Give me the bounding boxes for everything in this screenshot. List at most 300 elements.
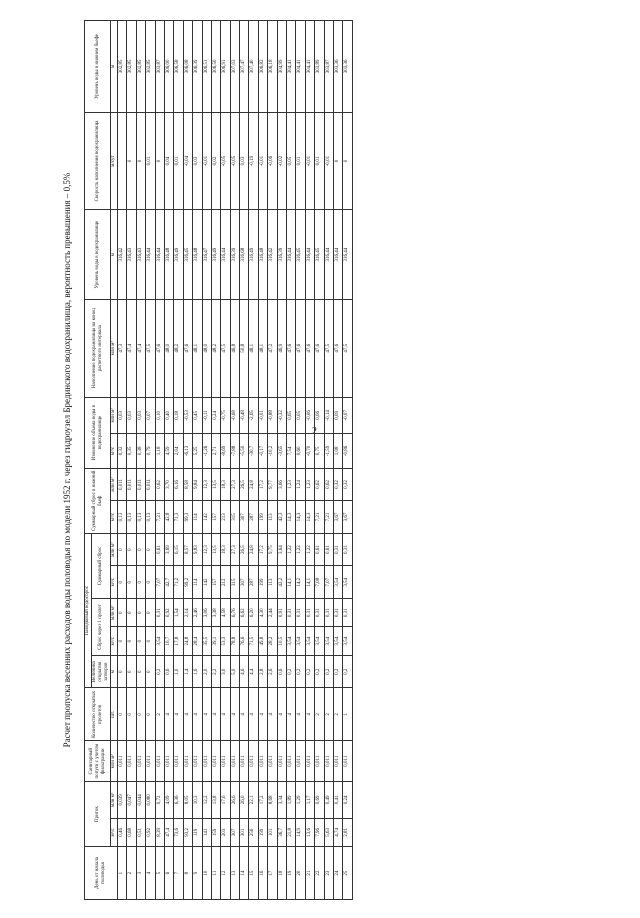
table-cell: -0,05 xyxy=(221,112,230,210)
unit-cell: млн м³ xyxy=(111,782,118,819)
table-cell: 5,25 xyxy=(193,434,202,469)
table-cell: -0,32 xyxy=(277,397,286,434)
table-cell: 3,67 xyxy=(343,501,352,534)
table-row xyxy=(146,21,155,900)
table-cell: 302,85 xyxy=(118,21,127,113)
table-cell: 0 xyxy=(118,655,127,688)
table-cell: 0 xyxy=(127,655,136,688)
table-cell: 0,011 xyxy=(136,741,145,782)
table-cell: 0,05 xyxy=(287,112,296,210)
table-cell: 0,41 xyxy=(333,782,342,819)
table-cell: 0,2 xyxy=(343,655,352,688)
table-cell: 2,81 xyxy=(343,818,352,846)
table-cell: 0,31 xyxy=(296,598,305,626)
table-cell: -0,53 xyxy=(183,397,192,434)
header-level: Уровень воды в водохранилище xyxy=(85,210,111,300)
table-cell: 2 xyxy=(315,688,324,741)
table-cell: 22 xyxy=(315,847,324,900)
table-cell: 13 xyxy=(230,847,239,900)
table-row xyxy=(221,21,230,900)
table-cell: 0,011 xyxy=(127,468,136,501)
table-cell: 316,48 xyxy=(258,210,267,300)
table-cell: 50,8 xyxy=(240,299,249,397)
table-cell: 4 xyxy=(183,688,192,741)
table-cell: 199 xyxy=(258,501,267,534)
header-tail-level: Уровень воды в нижнем бьефе xyxy=(85,21,111,113)
table-cell: 3,54 xyxy=(296,627,305,655)
table-cell: 0,011 xyxy=(183,741,192,782)
table-cell: 0,92 xyxy=(164,598,173,626)
table-cell: 0,03 xyxy=(193,112,202,210)
table-cell: 47,3 xyxy=(118,299,127,397)
table-cell: 7,21 xyxy=(155,501,164,534)
table-cell: 0,2 xyxy=(333,655,342,688)
table-cell: 12,2 xyxy=(202,782,211,819)
table-cell: 1,17 xyxy=(305,782,314,819)
table-cell: 0,51 xyxy=(136,818,145,846)
table-cell: -0,05 xyxy=(230,112,239,210)
table-cell: 316,68 xyxy=(240,210,249,300)
table-cell: 0,011 xyxy=(343,741,352,782)
table-cell: 0,91 xyxy=(277,598,286,626)
table-cell: 46,8 xyxy=(230,299,239,397)
header-volume-end: Наполнение водохранилища на конец расчетного интервала xyxy=(85,299,111,397)
table-cell: 14,3 xyxy=(305,501,314,534)
table-cell: 3,0 xyxy=(221,655,230,688)
table-cell: 0 xyxy=(136,112,145,210)
table-cell: 0,2 xyxy=(296,655,305,688)
table-cell: 6,15 xyxy=(174,533,183,566)
table-cell: 199 xyxy=(258,818,267,846)
table-cell: 141 xyxy=(202,818,211,846)
table-cell: 47,5 xyxy=(343,299,352,397)
table-cell: 316,42 xyxy=(118,210,127,300)
table-cell: 26,6 xyxy=(230,782,239,819)
table-cell: 99,2 xyxy=(183,566,192,599)
table-cell: 4,09 xyxy=(164,782,173,819)
table-cell: 0,13 xyxy=(136,501,145,534)
table-cell: 14 xyxy=(240,847,249,900)
table-cell: 0,24 xyxy=(343,782,352,819)
table-cell: 48,1 xyxy=(249,299,258,397)
table-cell: 3,54 xyxy=(333,627,342,655)
table-cell: 113 xyxy=(268,566,277,599)
header-gate-opening: Величина открытия затворов xyxy=(92,655,111,688)
table-cell: 307 xyxy=(240,501,249,534)
table-cell: 2 xyxy=(155,688,164,741)
table-cell: 0,047 xyxy=(127,782,136,819)
table-cell: 0,01 xyxy=(174,112,183,210)
table-cell: -1,59 xyxy=(324,434,333,469)
table-cell: 1,4 xyxy=(183,655,192,688)
table-row xyxy=(183,21,192,900)
table-cell: 0,011 xyxy=(146,741,155,782)
table-cell: 316,49 xyxy=(211,210,220,300)
table-cell: 47,2 xyxy=(268,299,277,397)
table-cell: 306,91 xyxy=(221,21,230,113)
table-cell: 4 xyxy=(296,688,305,741)
table-cell: 0,03 xyxy=(240,112,249,210)
table-cell: 1,22 xyxy=(296,533,305,566)
table-cell: 3,69 xyxy=(164,533,173,566)
table-row xyxy=(118,21,127,900)
table-cell: 0,011 xyxy=(305,741,314,782)
table-cell: 23 xyxy=(324,847,333,900)
table-cell: 0,32 xyxy=(333,468,342,501)
table-cell: 0 xyxy=(136,566,145,599)
table-cell: 47,6 xyxy=(333,299,342,397)
table-cell: 16 xyxy=(258,847,267,900)
table-cell: 0,31 xyxy=(287,598,296,626)
table-cell: 9,77 xyxy=(268,468,277,501)
table-cell: -0,14 xyxy=(324,397,333,434)
table-cell: 0,011 xyxy=(146,468,155,501)
table-cell: 4 xyxy=(174,688,183,741)
table-cell: 0 xyxy=(136,533,145,566)
table-cell: 12 xyxy=(221,847,230,900)
table-cell: 0,011 xyxy=(174,741,183,782)
table-cell: 0 xyxy=(118,566,127,599)
table-cell: 17 xyxy=(268,847,277,900)
table-cell: 306,51 xyxy=(202,21,211,113)
table-cell: 303,87 xyxy=(155,21,164,113)
table-cell: 307,47 xyxy=(240,21,249,113)
table-cell: 3,54 xyxy=(315,627,324,655)
table-row xyxy=(155,21,164,900)
table-cell: 21,8 xyxy=(287,818,296,846)
table-cell: 0,011 xyxy=(118,468,127,501)
table-cell: 8,57 xyxy=(183,533,192,566)
table-cell: 6,20 xyxy=(249,598,258,626)
sheet-content xyxy=(50,20,610,900)
table-cell: 303,36 xyxy=(333,21,342,113)
table-cell: 27,3 xyxy=(230,533,239,566)
table-cell: -0,04 xyxy=(183,112,192,210)
table-cell: 0,62 xyxy=(315,468,324,501)
table-cell: 0,6 xyxy=(277,655,286,688)
table-cell: 306,58 xyxy=(174,21,183,113)
table-cell: 1,6 xyxy=(193,655,202,688)
table-cell: 0 xyxy=(333,112,342,210)
table-cell: -5,50 xyxy=(240,434,249,469)
table-cell: 0 xyxy=(146,533,155,566)
table-cell: 4 xyxy=(277,688,286,741)
table-cell: 0,011 xyxy=(155,741,164,782)
table-cell: 302,85 xyxy=(146,21,155,113)
table-cell xyxy=(118,112,127,210)
table-cell: 2 xyxy=(127,847,136,900)
table-cell: 10,3 xyxy=(193,782,202,819)
table-cell: 113 xyxy=(268,501,277,534)
table-cell: 7,21 xyxy=(315,501,324,534)
table-cell: 7 xyxy=(174,847,183,900)
table-cell: 0,2 xyxy=(305,655,314,688)
table-cell: 26,5 xyxy=(240,533,249,566)
table-cell: 0,32 xyxy=(343,468,352,501)
table-cell: 48,1 xyxy=(258,299,267,397)
unit-cell: м xyxy=(111,21,118,113)
table-cell: 203 xyxy=(221,818,230,846)
table-cell: 3,70 xyxy=(164,468,173,501)
table-cell: 0,011 xyxy=(315,741,324,782)
table-cell: 6,76 xyxy=(230,598,239,626)
table-cell: 19 xyxy=(287,847,296,900)
table-cell: -0,88 xyxy=(268,397,277,434)
header-spillway: Паводковый водосброс xyxy=(85,533,92,688)
table-cell: 304,41 xyxy=(287,21,296,113)
table-cell: 0 xyxy=(127,627,136,655)
table-cell: 0,01 xyxy=(146,112,155,210)
table-cell: 0 xyxy=(146,688,155,741)
header-inflow: Приток xyxy=(85,782,111,847)
table-cell: 0,31 xyxy=(333,598,342,626)
table-cell: -0,11 xyxy=(202,397,211,434)
table-cell: 0,011 xyxy=(164,741,173,782)
table-cell: 1,29 xyxy=(296,782,305,819)
table-cell: 0 xyxy=(146,655,155,688)
table-cell: 17,6 xyxy=(221,782,230,819)
table-cell: 316,44 xyxy=(146,210,155,300)
table-cell: -0,01 xyxy=(305,112,314,210)
table-cell: 28,2 xyxy=(268,627,277,655)
table-cell: 316,44 xyxy=(333,210,342,300)
table-cell: 0,32 xyxy=(118,434,127,469)
table-cell: 0,72 xyxy=(155,782,164,819)
table-cell: 119 xyxy=(193,818,202,846)
table-cell: 4,30 xyxy=(258,598,267,626)
table-cell: 0 xyxy=(343,112,352,210)
table-cell: 24,8 xyxy=(249,533,258,566)
table-cell: 307,03 xyxy=(230,21,239,113)
table-cell: -0,17 xyxy=(258,434,267,469)
table-cell: 48,0 xyxy=(202,299,211,397)
table-cell: 14,3 xyxy=(287,501,296,534)
table-row xyxy=(258,21,267,900)
unit-cell: м³/с xyxy=(111,818,118,846)
table-row xyxy=(174,21,183,900)
table-cell: 3,54 xyxy=(155,627,164,655)
unit-cell: м³/с xyxy=(111,434,118,469)
table-cell: 0,31 xyxy=(315,598,324,626)
table-cell: 47,6 xyxy=(183,299,192,397)
table-cell: 315 xyxy=(230,566,239,599)
table-cell: -0,06 xyxy=(268,112,277,210)
table-cell: 0,75 xyxy=(315,434,324,469)
unit-cell: млн м³ xyxy=(111,299,118,397)
table-row xyxy=(211,21,220,900)
table-cell: 0,2 xyxy=(155,655,164,688)
table-cell: 1,22 xyxy=(305,533,314,566)
table-cell: 3,54 xyxy=(333,566,342,599)
table-cell: 316,44 xyxy=(324,210,333,300)
table-cell: 0,13 xyxy=(118,501,127,534)
table-cell: 4,74 xyxy=(333,818,342,846)
table-cell: 3,54 xyxy=(324,627,333,655)
table-cell: 1,23 xyxy=(287,468,296,501)
table-cell: 0,06 xyxy=(315,397,324,434)
table-cell: -0,70 xyxy=(305,434,314,469)
table-row xyxy=(268,21,277,900)
table-cell: 287 xyxy=(249,501,258,534)
table-cell: 17,2 xyxy=(258,782,267,819)
table-cell: 26,0 xyxy=(240,782,249,819)
table-cell: 0 xyxy=(146,627,155,655)
table-cell: 2,2 xyxy=(211,655,220,688)
table-cell: 6,62 xyxy=(240,598,249,626)
table-cell: 18,3 xyxy=(221,533,230,566)
table-cell: 0 xyxy=(136,598,145,626)
table-cell: 0,31 xyxy=(155,598,164,626)
table-cell: 47,4 xyxy=(127,299,136,397)
table-cell: 304,99 xyxy=(277,21,286,113)
table-cell: 42,7 xyxy=(164,566,173,599)
table-cell: 7,96 xyxy=(315,818,324,846)
table-cell: 316,43 xyxy=(136,210,145,300)
table-cell: 316,39 xyxy=(230,210,239,300)
table-cell: -0,48 xyxy=(240,397,249,434)
table-cell: 0,62 xyxy=(155,468,164,501)
table-cell: 8,58 xyxy=(183,468,192,501)
table-cell: 13,5 xyxy=(211,533,220,566)
table-cell: 0,011 xyxy=(296,741,305,782)
table-cell: 0,62 xyxy=(324,468,333,501)
table-cell: 14,9 xyxy=(296,818,305,846)
table-cell: 3 xyxy=(136,847,145,900)
table-row xyxy=(296,21,305,900)
table-cell: 26,5 xyxy=(240,468,249,501)
table-cell: 9,75 xyxy=(268,533,277,566)
table-cell: 0,38 xyxy=(136,434,145,469)
table-cell: 2,8 xyxy=(258,655,267,688)
table-cell: 24,8 xyxy=(183,627,192,655)
table-row xyxy=(127,21,136,900)
table-cell: 306,18 xyxy=(268,21,277,113)
table-cell: 316,47 xyxy=(202,210,211,300)
table-cell: 5,0 xyxy=(230,655,239,688)
unit-cell: м³/с xyxy=(111,566,118,599)
table-cell: 2,46 xyxy=(193,598,202,626)
table-cell: 0 xyxy=(136,655,145,688)
table-cell: 7,07 xyxy=(324,566,333,599)
table-cell: 48,0 xyxy=(164,299,173,397)
unit-cell: м³/с xyxy=(111,501,118,534)
table-cell: 306,39 xyxy=(193,21,202,113)
table-cell: 4,4 xyxy=(249,655,258,688)
table-cell: 0,45 xyxy=(193,397,202,434)
unit-cell: млн м³ xyxy=(111,598,118,626)
table-cell: 316,49 xyxy=(174,210,183,300)
table-cell: 22,1 xyxy=(249,782,258,819)
table-cell: 27,3 xyxy=(230,468,239,501)
table-row xyxy=(333,21,342,900)
table-cell: 0,011 xyxy=(258,741,267,782)
table-cell: 0,011 xyxy=(127,741,136,782)
table-cell: 4 xyxy=(305,688,314,741)
table-cell: 0,61 xyxy=(324,533,333,566)
table-cell: 7,08 xyxy=(315,566,324,599)
unit-cell: млн м³ xyxy=(111,533,118,566)
table-cell: 8,39 xyxy=(155,818,164,846)
table-row xyxy=(324,21,333,900)
table-cell: 47,6 xyxy=(287,299,296,397)
table-cell: 15 xyxy=(249,847,258,900)
unit-cell: м xyxy=(111,655,118,688)
table-cell: 3,54 xyxy=(305,627,314,655)
table-cell: 142 xyxy=(202,566,211,599)
table-cell: 0,31 xyxy=(343,598,352,626)
table-cell: 0 xyxy=(155,112,164,210)
table-cell: 0,01 xyxy=(296,112,305,210)
table-cell: 0,60 xyxy=(296,434,305,469)
table-cell: 3,64 xyxy=(277,533,286,566)
table-cell: 42,3 xyxy=(277,501,286,534)
table-cell: 0,011 xyxy=(268,741,277,782)
table-cell: 25 xyxy=(343,847,352,900)
table-cell: 307 xyxy=(230,818,239,846)
table-cell: 47,5 xyxy=(324,299,333,397)
table-cell: 306,50 xyxy=(211,21,220,113)
table-cell: 4,6 xyxy=(240,655,249,688)
table-cell: 1,23 xyxy=(305,468,314,501)
table-cell: 10 xyxy=(202,847,211,900)
table-cell: 13,5 xyxy=(211,468,220,501)
table-cell: 0,31 xyxy=(333,533,342,566)
table-cell: 316,45 xyxy=(296,210,305,300)
table-cell: 0,011 xyxy=(287,741,296,782)
table-cell: 99,3 xyxy=(183,501,192,534)
table-cell: -0,01 xyxy=(324,112,333,210)
table-cell: 1,08 xyxy=(333,434,342,469)
table-cell: 0,05 xyxy=(296,397,305,434)
table-cell: 0,03 xyxy=(136,397,145,434)
table-cell: 3,38 xyxy=(211,598,220,626)
table-cell: -0,01 xyxy=(202,112,211,210)
table-cell: 159 xyxy=(211,818,220,846)
table-cell: -0,19 xyxy=(249,112,258,210)
table-cell: 0,40 xyxy=(164,397,173,434)
table-cell: 47,6 xyxy=(296,299,305,397)
table-cell: 0,61 xyxy=(155,533,164,566)
header-day: День от начала половодья xyxy=(85,847,118,900)
table-cell: 316,44 xyxy=(287,210,296,300)
table-cell: -7,88 xyxy=(230,434,239,469)
table-cell: 4 xyxy=(230,688,239,741)
table-row xyxy=(240,21,249,900)
table-cell: 78,8 xyxy=(230,627,239,655)
table-cell: 0,68 xyxy=(127,818,136,846)
table-cell: 48,2 xyxy=(211,299,220,397)
table-cell: -0,01 xyxy=(258,397,267,434)
table-cell: -10,2 xyxy=(268,434,277,469)
table-cell: 4 xyxy=(258,688,267,741)
table-cell: 0,24 xyxy=(211,397,220,434)
table-cell: 316,48 xyxy=(193,210,202,300)
table-cell: 36,7 xyxy=(277,818,286,846)
table-cell: 303,87 xyxy=(324,21,333,113)
table-cell: 10,7 xyxy=(164,627,173,655)
table-cell: 0,03 xyxy=(127,397,136,434)
table-cell: 0 xyxy=(146,566,155,599)
table-cell: 9 xyxy=(193,847,202,900)
table-body xyxy=(118,21,353,900)
table-cell: 0 xyxy=(136,627,145,655)
table-cell: 47,4 xyxy=(164,818,173,846)
table-cell: 0,011 xyxy=(221,741,230,782)
table-cell: 306,00 xyxy=(164,21,173,113)
table-cell: 1 xyxy=(343,688,352,741)
table-cell: 199 xyxy=(258,566,267,599)
table-cell: 11 xyxy=(211,847,220,900)
